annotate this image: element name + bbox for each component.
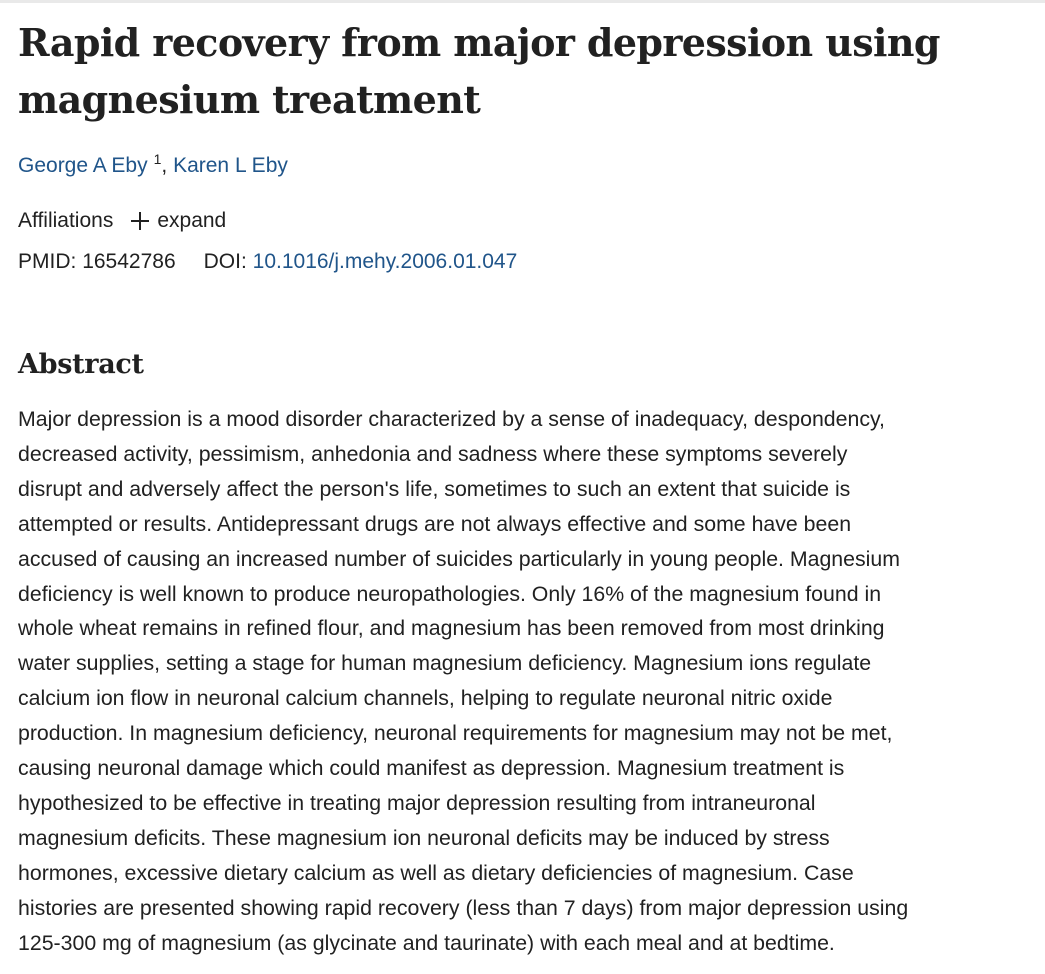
abstract-line: attempted or results. Antidepressant drugs are not always effective and some have been: [18, 511, 852, 536]
abstract-text: [18, 402, 1043, 961]
abstract-line: hypothesized to be effective in treating major depression resulting from intraneuronal: [18, 790, 816, 815]
doi-label: DOI:: [203, 250, 247, 273]
abstract-line: deficiency is well known to produce neuropathologies. Only 16% of the magnesium found in: [18, 581, 882, 606]
author-list: [18, 151, 1043, 181]
abstract-line: Major depression is a mood disorder characterized by a sense of inadequacy, despondency,: [18, 407, 885, 431]
top-divider: [0, 0, 1045, 3]
author-separator: ,: [161, 154, 168, 177]
article-title-line-1: Rapid recovery from major depression using: [18, 20, 940, 65]
affiliations-row: [18, 206, 1043, 236]
abstract-line: calcium ion flow in neuronal calcium channels, helping to regulate neuronal nitric oxide: [18, 686, 833, 711]
abstract-line: decreased activity, pessimism, anhedonia and sadness where these symptoms severely: [18, 441, 848, 466]
abstract-heading: Abstract: [18, 349, 144, 380]
abstract-line: disrupt and adversely affect the person's life, sometimes to such an extent that suicide is: [18, 476, 851, 501]
abstract-line: 125-300 mg of magnesium (as glycinate and taurinate) with each meal and at bedtime.: [18, 930, 835, 955]
article-title-line-2: magnesium treatment: [18, 77, 481, 122]
author-link-george-a-eby[interactable]: George A Eby: [18, 154, 148, 177]
expand-label: expand: [157, 209, 227, 232]
author-link-karen-l-eby[interactable]: Karen L Eby: [173, 154, 288, 177]
author-affiliation-marker[interactable]: 1: [153, 151, 162, 167]
abstract-line: magnesium deficits. These magnesium ion neuronal deficits may be induced by stress: [18, 825, 830, 850]
expand-affiliations-button[interactable]: [131, 206, 226, 236]
abstract-line: accused of causing an increased number of suicides particularly in young people. Magnesium: [18, 546, 900, 571]
abstract-line: whole wheat remains in refined flour, and magnesium has been removed from most drinking: [18, 616, 885, 641]
abstract-line: water supplies, setting a stage for human magnesium deficiency. Magnesium ions regulate: [18, 651, 872, 676]
abstract-line: hormones, excessive dietary calcium as well as dietary deficiencies of magnesium. Case: [18, 860, 854, 885]
doi-link[interactable]: 10.1016/j.mehy.2006.01.047: [252, 250, 518, 273]
article-page: [18, 14, 1043, 961]
plus-icon: [131, 212, 149, 230]
abstract-line: causing neuronal damage which could manifest as depression. Magnesium treatment is: [18, 756, 845, 781]
pmid-value: 16542786: [82, 250, 176, 273]
identifiers-row: [18, 247, 1043, 277]
pmid-label: PMID:: [18, 250, 77, 273]
abstract-line: production. In magnesium deficiency, neuronal requirements for magnesium may not be met,: [18, 721, 893, 746]
article-title: [18, 14, 1043, 128]
abstract-line: histories are presented showing rapid recovery (less than 7 days) from major depression using: [18, 895, 909, 920]
affiliations-label: Affiliations: [18, 209, 114, 232]
